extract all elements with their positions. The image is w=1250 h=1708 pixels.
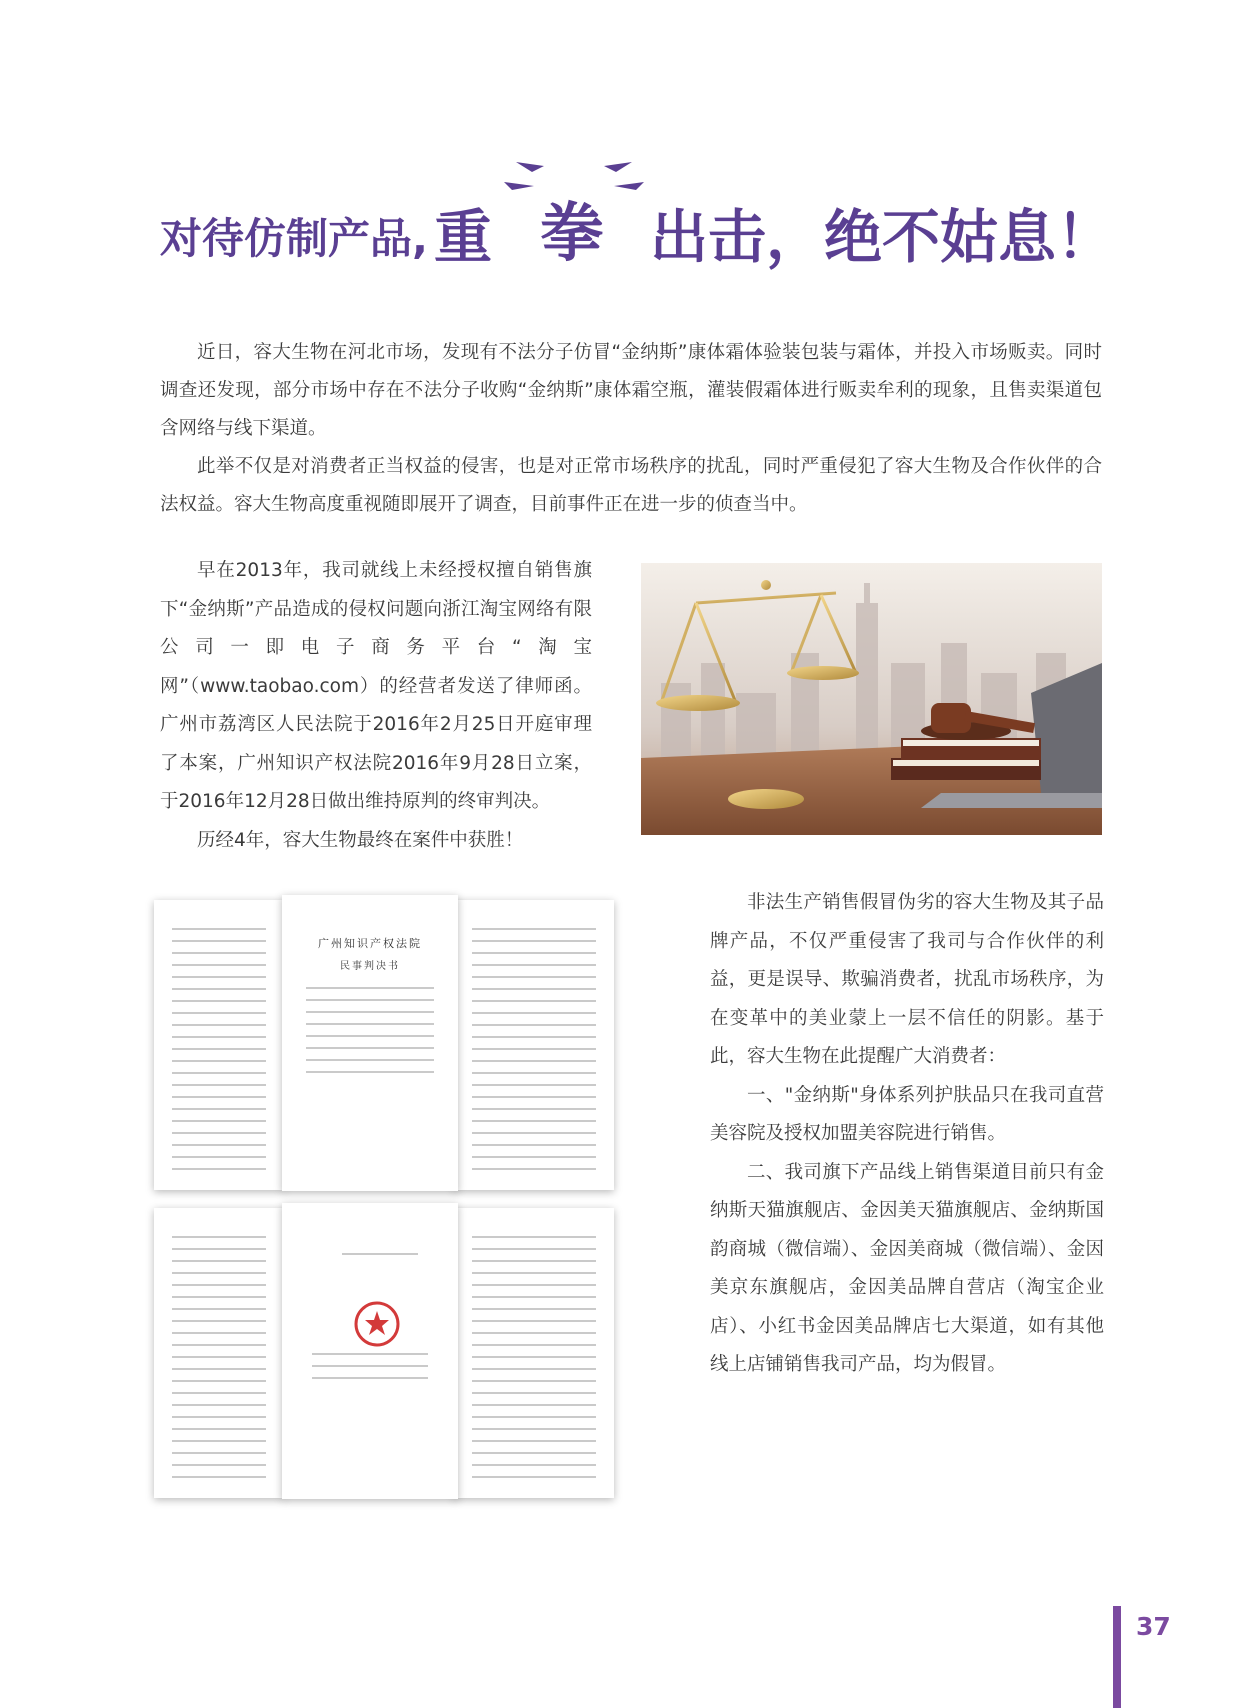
case-paragraph-2: 历经4年，容大生物最终在案件中获胜！ (197, 829, 524, 851)
page-number: 37 (1136, 1612, 1171, 1641)
notice-paragraph-2: 一、"金纳斯"身体系列护肤品只在我司直营美容院及授权加盟美容院进行销售。 (710, 1084, 1104, 1144)
headline-part-1: 对待仿制产品, (160, 214, 428, 263)
headline-part-2: 重 (434, 203, 493, 271)
document-type: 民事判决书 (340, 961, 400, 972)
judgment-cover-page (282, 895, 458, 1191)
headline-part-3: 拳 (540, 197, 604, 271)
intro-paragraph-1: 近日，容大生物在河北市场，发现有不法分子仿冒“金纳斯”康体霜体验装包装与霜体，并投入市场贩卖。同时调查还发现，部分市场中存在不法分子收购“金纳斯”康体霜空瓶，灌装假霜体进行贩卖牟利的现象，且售卖渠道包含网络与线下渠道。 (160, 342, 1102, 439)
impact-burst-icon (504, 160, 644, 220)
headline (160, 160, 1120, 280)
justice-scales-photo (641, 563, 1102, 835)
notice-paragraph-3: 二、我司旗下产品线上销售渠道目前只有金纳斯天猫旗舰店、金因美天猫旗舰店、金纳斯国韵商城（微信端）、金因美商城（微信端）、金因美京东旗舰店，金因美品牌自营店（淘宝企业店）、小红书金因美品牌店七大渠道，如有其他线上店铺销售我司产品，均为假冒。 (710, 1161, 1104, 1375)
notice-paragraph-1: 非法生产销售假冒伪劣的容大生物及其子品牌产品，不仅严重侵害了我司与合作伙伴的利益，更是误导、欺骗消费者，扰乱市场秩序，为在变革中的美业蒙上一层不信任的阴影。基于此，容大生物在此提醒广大消费者： (710, 892, 1104, 1067)
case-section (160, 552, 592, 860)
document-page (154, 1208, 284, 1498)
case-paragraph-1: 早在2013年，我司就线上未经授权擅自销售旗下“金纳斯”产品造成的侵权问题向浙江淘宝网络有限公司一即电子商务平台“淘宝网”（www.taobao.com）的经营者发送了律师函。广州市荔湾区人民法院于2016年2月25日开庭审理了本案，广州知识产权法院2016年9月28日立案，于2016年12月28日做出维持原判的终审判决。 (160, 560, 592, 812)
court-name: 广州知识产权法院 (318, 937, 422, 950)
headline-part-4: 出击，绝不姑息！ (650, 203, 1115, 271)
document-page (154, 900, 284, 1190)
intro-paragraph-2: 此举不仅是对消费者正当权益的侵害，也是对正常市场秩序的扰乱，同时严重侵犯了容大生物及合作伙伴的合法权益。容大生物高度重视随即展开了调查，目前事件正在进一步的侦查当中。 (160, 456, 1102, 515)
page-number-bar (1113, 1606, 1121, 1708)
document-page (454, 1208, 614, 1498)
court-seal-icon (352, 1299, 402, 1349)
consumer-notice-section (710, 884, 1104, 1385)
court-documents (154, 900, 614, 1500)
document-page (454, 900, 614, 1190)
judgment-signature-page (282, 1203, 458, 1499)
intro-section (160, 334, 1102, 524)
